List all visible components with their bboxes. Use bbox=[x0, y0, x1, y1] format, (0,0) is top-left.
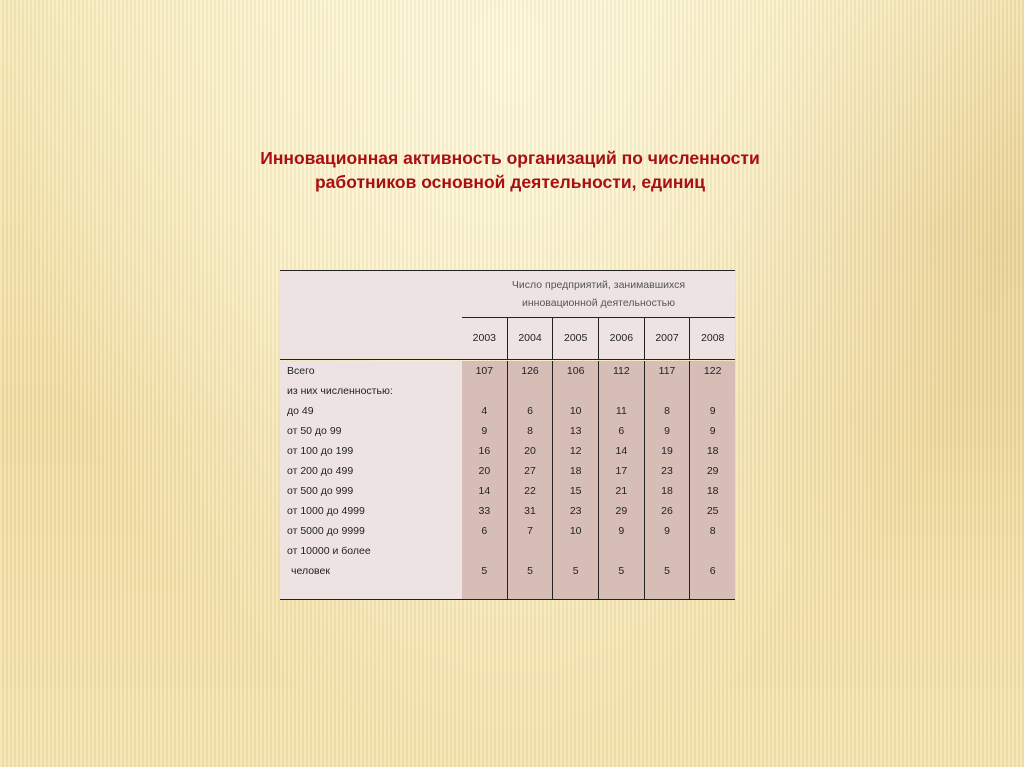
slide-title-line-1: Инновационная активность организаций по численности bbox=[260, 148, 760, 168]
value-cell: 7 bbox=[527, 525, 533, 537]
value-cell: 5 bbox=[572, 565, 579, 577]
column-2007 bbox=[645, 361, 691, 599]
value-cell: 112 bbox=[612, 365, 630, 377]
value-cell: 6 bbox=[618, 425, 625, 437]
data-table bbox=[280, 270, 735, 600]
value-cell: 29 bbox=[615, 505, 628, 517]
value-cell: 29 bbox=[706, 465, 719, 477]
column-2003 bbox=[462, 361, 508, 599]
value-cell: 25 bbox=[706, 505, 719, 517]
value-cell: 8 bbox=[527, 425, 533, 437]
value-cell: 106 bbox=[566, 365, 585, 377]
year-header-2007: 2007 bbox=[645, 318, 691, 359]
row-labels-column bbox=[280, 361, 463, 599]
value-cell: 20 bbox=[524, 445, 536, 457]
value-cell: 18 bbox=[569, 465, 582, 477]
row-label-100-199: от 100 до 199 bbox=[287, 445, 354, 457]
value-cell: 126 bbox=[521, 365, 539, 377]
row-label-1000-4999: от 1000 до 4999 bbox=[287, 505, 365, 517]
value-cell: 22 bbox=[524, 485, 536, 497]
header-divider bbox=[280, 359, 735, 360]
value-cell: 107 bbox=[475, 365, 494, 377]
values-area bbox=[462, 361, 735, 599]
value-cell: 18 bbox=[706, 445, 719, 457]
value-cell: 26 bbox=[661, 505, 673, 517]
value-cell: 117 bbox=[658, 365, 676, 377]
value-cell: 5 bbox=[664, 565, 670, 577]
value-cell: 23 bbox=[661, 465, 673, 477]
header-caption-line-2: инновационной деятельностью bbox=[521, 297, 675, 309]
value-cell: 20 bbox=[478, 465, 491, 477]
value-cell: 14 bbox=[615, 445, 628, 457]
value-cell: 8 bbox=[664, 405, 670, 417]
value-cell: 9 bbox=[664, 425, 670, 437]
value-cell: 5 bbox=[527, 565, 533, 577]
value-cell: 9 bbox=[664, 525, 670, 537]
column-2008 bbox=[690, 361, 735, 599]
value-cell: 12 bbox=[569, 445, 582, 457]
row-label-50-99: от 50 до 99 bbox=[287, 425, 342, 437]
row-label-people: человек bbox=[291, 565, 330, 577]
slide-title-line-2: работников основной деятельности, единиц bbox=[314, 172, 706, 192]
value-cell: 18 bbox=[661, 485, 673, 497]
year-header-2003: 2003 bbox=[462, 318, 508, 359]
year-header-2008: 2008 bbox=[701, 332, 725, 344]
row-label-200-499: от 200 до 499 bbox=[287, 465, 354, 477]
header-stub-cell bbox=[280, 271, 463, 359]
value-cell: 6 bbox=[481, 525, 488, 537]
row-label-500-999: от 500 до 999 bbox=[287, 485, 354, 497]
value-cell: 6 bbox=[709, 565, 716, 577]
value-cell: 27 bbox=[524, 465, 536, 477]
value-cell: 15 bbox=[569, 485, 582, 497]
row-label-10000-plus: от 10000 и более bbox=[287, 545, 371, 557]
slide-title bbox=[190, 146, 830, 194]
year-header-2005: 2005 bbox=[553, 318, 599, 359]
year-header-row bbox=[462, 318, 735, 359]
row-label-5000-9999: от 5000 до 9999 bbox=[287, 525, 365, 537]
row-label-up-to-49: до 49 bbox=[287, 405, 314, 417]
value-cell: 9 bbox=[709, 425, 716, 437]
value-cell: 9 bbox=[709, 405, 716, 417]
value-cell: 16 bbox=[478, 445, 491, 457]
value-cell: 11 bbox=[615, 405, 627, 417]
header-caption-line-1: Число предприятий, занимавшихся bbox=[511, 279, 686, 291]
value-cell: 122 bbox=[703, 365, 722, 377]
value-cell: 13 bbox=[569, 425, 582, 437]
header-caption bbox=[462, 271, 735, 318]
column-2004 bbox=[508, 361, 554, 599]
value-cell: 19 bbox=[661, 445, 673, 457]
value-cell: 6 bbox=[527, 405, 533, 417]
value-cell: 33 bbox=[478, 505, 491, 517]
value-cell: 10 bbox=[569, 405, 582, 417]
header-group bbox=[462, 271, 735, 359]
value-cell: 8 bbox=[709, 525, 716, 537]
value-cell: 23 bbox=[569, 505, 582, 517]
value-cell: 5 bbox=[618, 565, 625, 577]
value-cell: 9 bbox=[481, 425, 488, 437]
column-2005 bbox=[553, 361, 599, 599]
year-header-2004: 2004 bbox=[508, 318, 554, 359]
value-cell: 9 bbox=[618, 525, 625, 537]
value-cell: 21 bbox=[615, 485, 628, 497]
value-cell: 17 bbox=[615, 465, 628, 477]
column-2006 bbox=[599, 361, 645, 599]
value-cell: 18 bbox=[706, 485, 719, 497]
value-cell: 14 bbox=[478, 485, 491, 497]
value-cell: 10 bbox=[569, 525, 582, 537]
value-cell: 4 bbox=[481, 405, 488, 417]
year-header-2006: 2006 bbox=[599, 318, 645, 359]
value-cell: 31 bbox=[524, 505, 536, 517]
value-cell: 5 bbox=[481, 565, 488, 577]
row-label-total: Всего bbox=[287, 365, 315, 377]
row-label-of-which: из них численностью: bbox=[287, 385, 393, 397]
